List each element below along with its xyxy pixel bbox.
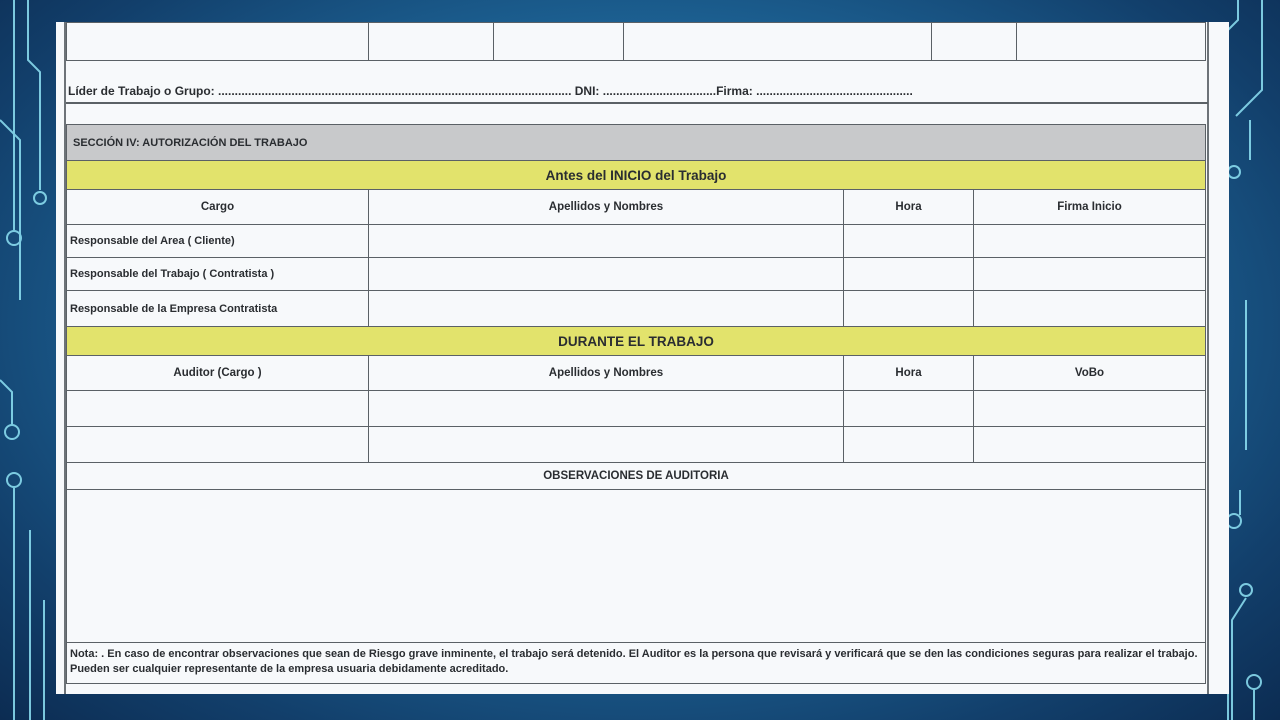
antes-row-label: Responsable del Trabajo ( Contratista ) xyxy=(67,258,369,291)
divider xyxy=(66,102,1208,104)
signature-field[interactable] xyxy=(974,258,1206,291)
antes-header-firma: Firma Inicio xyxy=(974,190,1206,225)
auditor-field[interactable] xyxy=(67,427,369,463)
section-title: SECCIÓN IV: AUTORIZACIÓN DEL TRABAJO xyxy=(67,125,1206,161)
antes-row-label: Responsable del Area ( Cliente) xyxy=(67,225,369,258)
form-cell[interactable] xyxy=(369,23,494,61)
work-permit-form-sheet xyxy=(56,22,1229,694)
durante-header-auditor: Auditor (Cargo ) xyxy=(67,356,369,391)
note-text: Nota: . En caso de encontrar observaciones que sean de Riesgo grave inminente, el trabajo será detenido. El Auditor es la persona que revisará y verificará que se den las condiciones seguras para realizar el trabajo. Pueden ser cualquier representante de la empresa usuaria debidamente acreditado. xyxy=(67,643,1206,684)
name-field[interactable] xyxy=(369,291,844,327)
time-field[interactable] xyxy=(844,427,974,463)
observations-area[interactable] xyxy=(67,490,1206,643)
authorization-table xyxy=(66,124,1206,684)
form-cell[interactable] xyxy=(624,23,932,61)
form-cell[interactable] xyxy=(1017,23,1206,61)
durante-header-hora: Hora xyxy=(844,356,974,391)
antes-header-hora: Hora xyxy=(844,190,974,225)
vobo-field[interactable] xyxy=(974,427,1206,463)
name-field[interactable] xyxy=(369,225,844,258)
antes-row-label: Responsable de la Empresa Contratista xyxy=(67,291,369,327)
previous-section-table xyxy=(66,22,1206,61)
form-cell[interactable] xyxy=(67,23,369,61)
work-leader-line[interactable]: Líder de Trabajo o Grupo: .......................................................................................................... DNI: ..................................Firma: ............................................... xyxy=(68,84,913,98)
form-cell[interactable] xyxy=(494,23,624,61)
observations-title: OBSERVACIONES DE AUDITORIA xyxy=(67,463,1206,490)
name-field[interactable] xyxy=(369,391,844,427)
durante-banner: DURANTE EL TRABAJO xyxy=(67,327,1206,356)
signature-field[interactable] xyxy=(974,225,1206,258)
time-field[interactable] xyxy=(844,225,974,258)
durante-header-vobo: VoBo xyxy=(974,356,1206,391)
antes-banner: Antes del INICIO del Trabajo xyxy=(67,161,1206,190)
form-cell[interactable] xyxy=(932,23,1017,61)
time-field[interactable] xyxy=(844,391,974,427)
antes-header-nombres: Apellidos y Nombres xyxy=(369,190,844,225)
signature-field[interactable] xyxy=(974,291,1206,327)
time-field[interactable] xyxy=(844,291,974,327)
sheet-right-border xyxy=(1207,22,1209,694)
auditor-field[interactable] xyxy=(67,391,369,427)
antes-header-cargo: Cargo xyxy=(67,190,369,225)
time-field[interactable] xyxy=(844,258,974,291)
vobo-field[interactable] xyxy=(974,391,1206,427)
name-field[interactable] xyxy=(369,427,844,463)
durante-header-nombres: Apellidos y Nombres xyxy=(369,356,844,391)
name-field[interactable] xyxy=(369,258,844,291)
